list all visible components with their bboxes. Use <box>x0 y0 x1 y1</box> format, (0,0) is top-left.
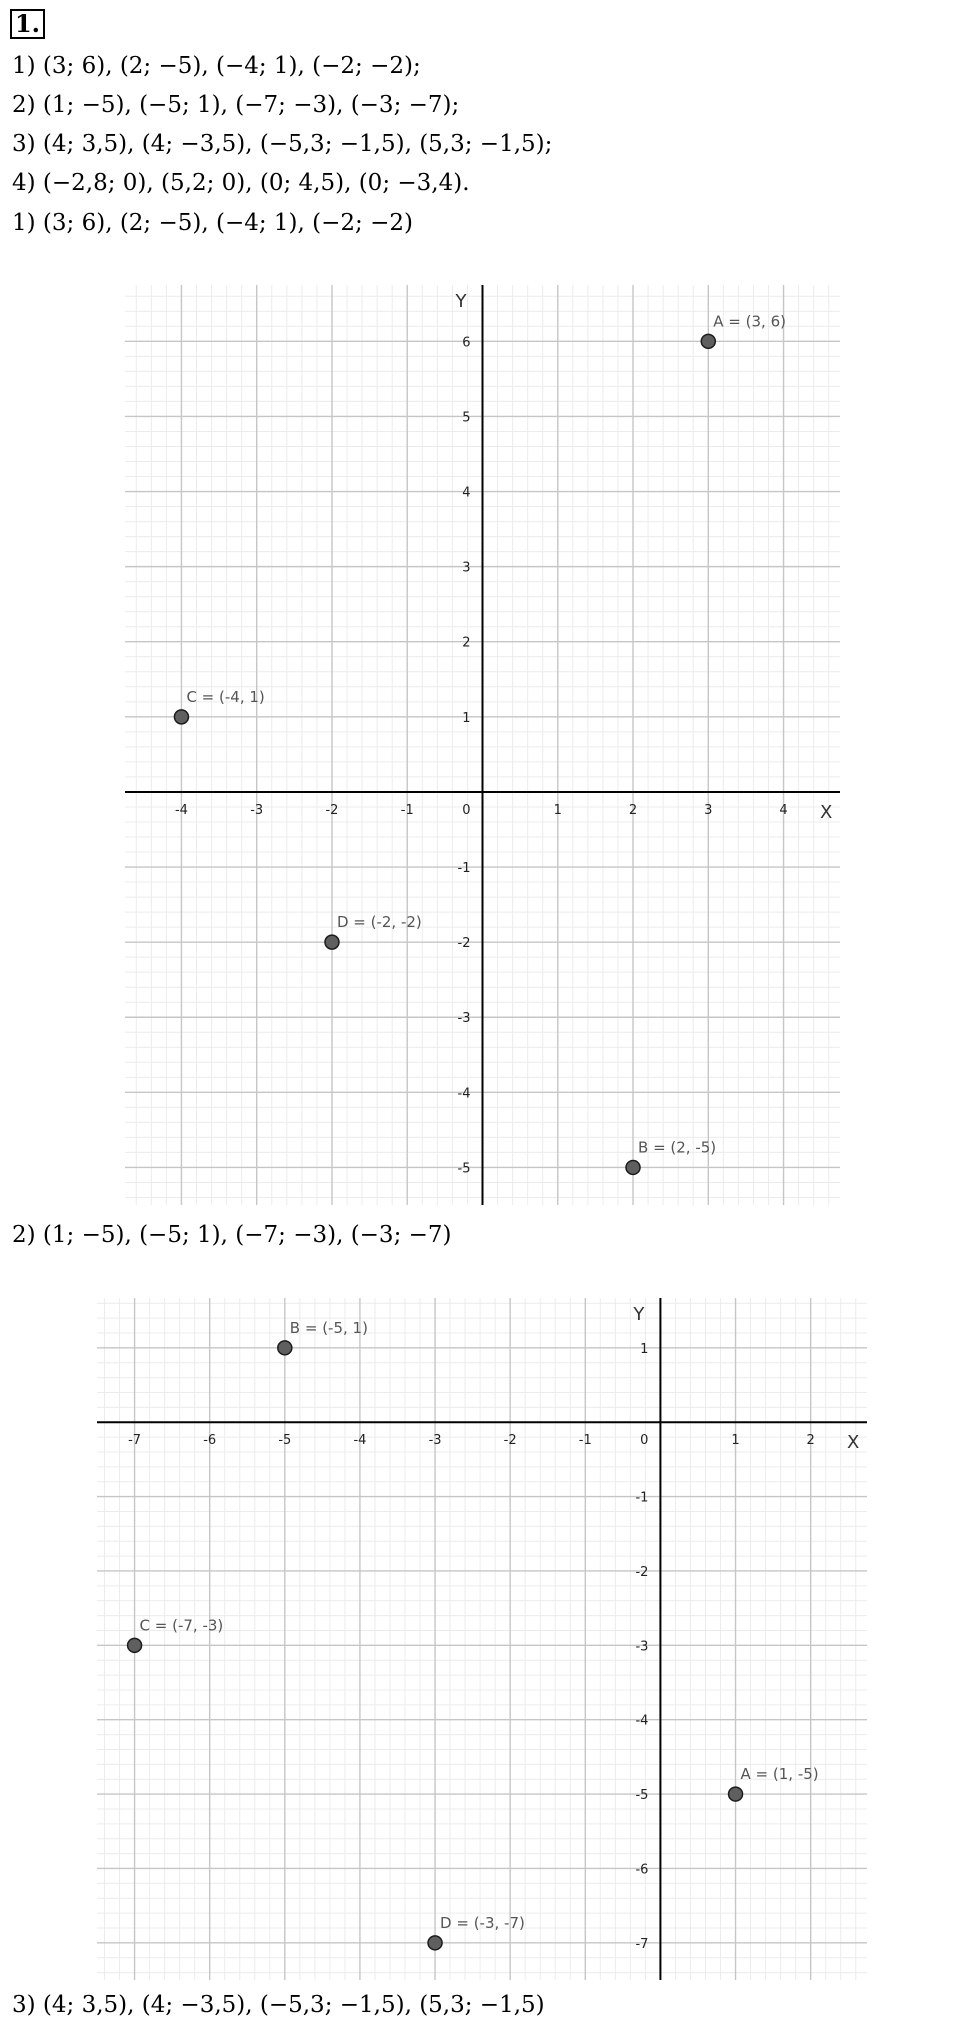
task-line-3: 3) (4; 3,5), (4; −3,5), (−5,3; −1,5), (5,3; −1,5); <box>12 131 553 157</box>
point-a-label: A = (1, -5) <box>740 1765 819 1784</box>
y-tick-label: -3 <box>457 1011 471 1027</box>
point-a-label: A = (3, 6) <box>713 312 786 331</box>
point-c-label: C = (-4, 1) <box>186 687 265 706</box>
x-tick-label: -3 <box>428 1433 442 1449</box>
point-d-label: D = (-2, -2) <box>336 913 422 932</box>
task-line-1: 1) (3; 6), (2; −5), (−4; 1), (−2; −2); <box>12 53 421 79</box>
x-tick-label: 2 <box>806 1433 815 1449</box>
x-tick-label: -1 <box>400 802 414 818</box>
point-d <box>428 1936 442 1950</box>
x-tick-label: 1 <box>553 802 562 818</box>
task-line-4: 4) (−2,8; 0), (5,2; 0), (0; 4,5), (0; −3,4). <box>12 170 470 196</box>
origin-label: 0 <box>462 802 471 818</box>
point-a <box>729 1787 743 1801</box>
point-d <box>325 935 339 949</box>
y-tick-label: 1 <box>462 710 471 726</box>
y-tick-label: 6 <box>462 335 471 351</box>
y-tick-label: 5 <box>462 410 471 426</box>
section-title-1: 1) (3; 6), (2; −5), (−4; 1), (−2; −2) <box>12 210 413 236</box>
x-tick-label: -4 <box>353 1433 367 1449</box>
point-c-label: C = (-7, -3) <box>139 1616 224 1635</box>
x-tick-label: 3 <box>704 802 713 818</box>
x-axis-label: X <box>820 801 833 823</box>
y-tick-label: -7 <box>635 1936 649 1952</box>
x-tick-label: 2 <box>628 802 638 818</box>
y-tick-label: 2 <box>462 635 471 651</box>
point-c <box>174 710 188 724</box>
section-title-2: 2) (1; −5), (−5; 1), (−7; −3), (−3; −7) <box>12 1222 452 1248</box>
coordinate-plane-2 <box>97 1298 867 1980</box>
origin-label: 0 <box>640 1433 649 1449</box>
point-a <box>701 334 715 348</box>
y-tick-label: -6 <box>635 1862 649 1878</box>
y-axis-label: Y <box>455 291 467 312</box>
x-tick-label: -3 <box>250 802 264 818</box>
y-tick-label: 4 <box>462 485 471 501</box>
x-tick-label: -2 <box>503 1433 517 1449</box>
x-tick-label: 4 <box>779 802 788 818</box>
x-tick-label: -6 <box>203 1433 217 1449</box>
point-c <box>128 1638 142 1652</box>
y-tick-label: -3 <box>635 1639 649 1655</box>
x-tick-label: -7 <box>128 1433 142 1449</box>
x-tick-label: -2 <box>325 802 339 818</box>
x-tick-label: -5 <box>278 1433 292 1449</box>
y-tick-label: -4 <box>635 1713 649 1729</box>
y-tick-label: -5 <box>635 1788 649 1804</box>
point-b <box>278 1341 292 1355</box>
section-title-3: 3) (4; 3,5), (4; −3,5), (−5,3; −1,5), (5,3; −1,5) <box>12 1992 545 2018</box>
y-tick-label: -4 <box>457 1086 471 1102</box>
point-b <box>626 1160 640 1174</box>
y-tick-label: 3 <box>462 560 471 576</box>
point-d-label: D = (-3, -7) <box>440 1913 525 1932</box>
x-tick-label: 1 <box>731 1433 740 1449</box>
y-tick-label: -1 <box>635 1490 649 1506</box>
point-b-label: B = (2, -5) <box>638 1138 717 1157</box>
point-b-label: B = (-5, 1) <box>289 1318 368 1337</box>
y-tick-label: -5 <box>457 1161 471 1177</box>
y-tick-label: -2 <box>635 1564 649 1580</box>
y-tick-label: -2 <box>457 936 471 952</box>
y-axis-label: Y <box>633 1304 645 1325</box>
x-tick-label: -1 <box>578 1433 592 1449</box>
task-line-2: 2) (1; −5), (−5; 1), (−7; −3), (−3; −7); <box>12 92 460 118</box>
x-axis-label: X <box>847 1432 860 1454</box>
coordinate-plane-1 <box>125 285 840 1205</box>
y-tick-label: -1 <box>457 861 471 877</box>
x-tick-label: -4 <box>174 802 188 818</box>
task-number: 1. <box>10 9 45 39</box>
y-tick-label: 1 <box>640 1341 649 1357</box>
